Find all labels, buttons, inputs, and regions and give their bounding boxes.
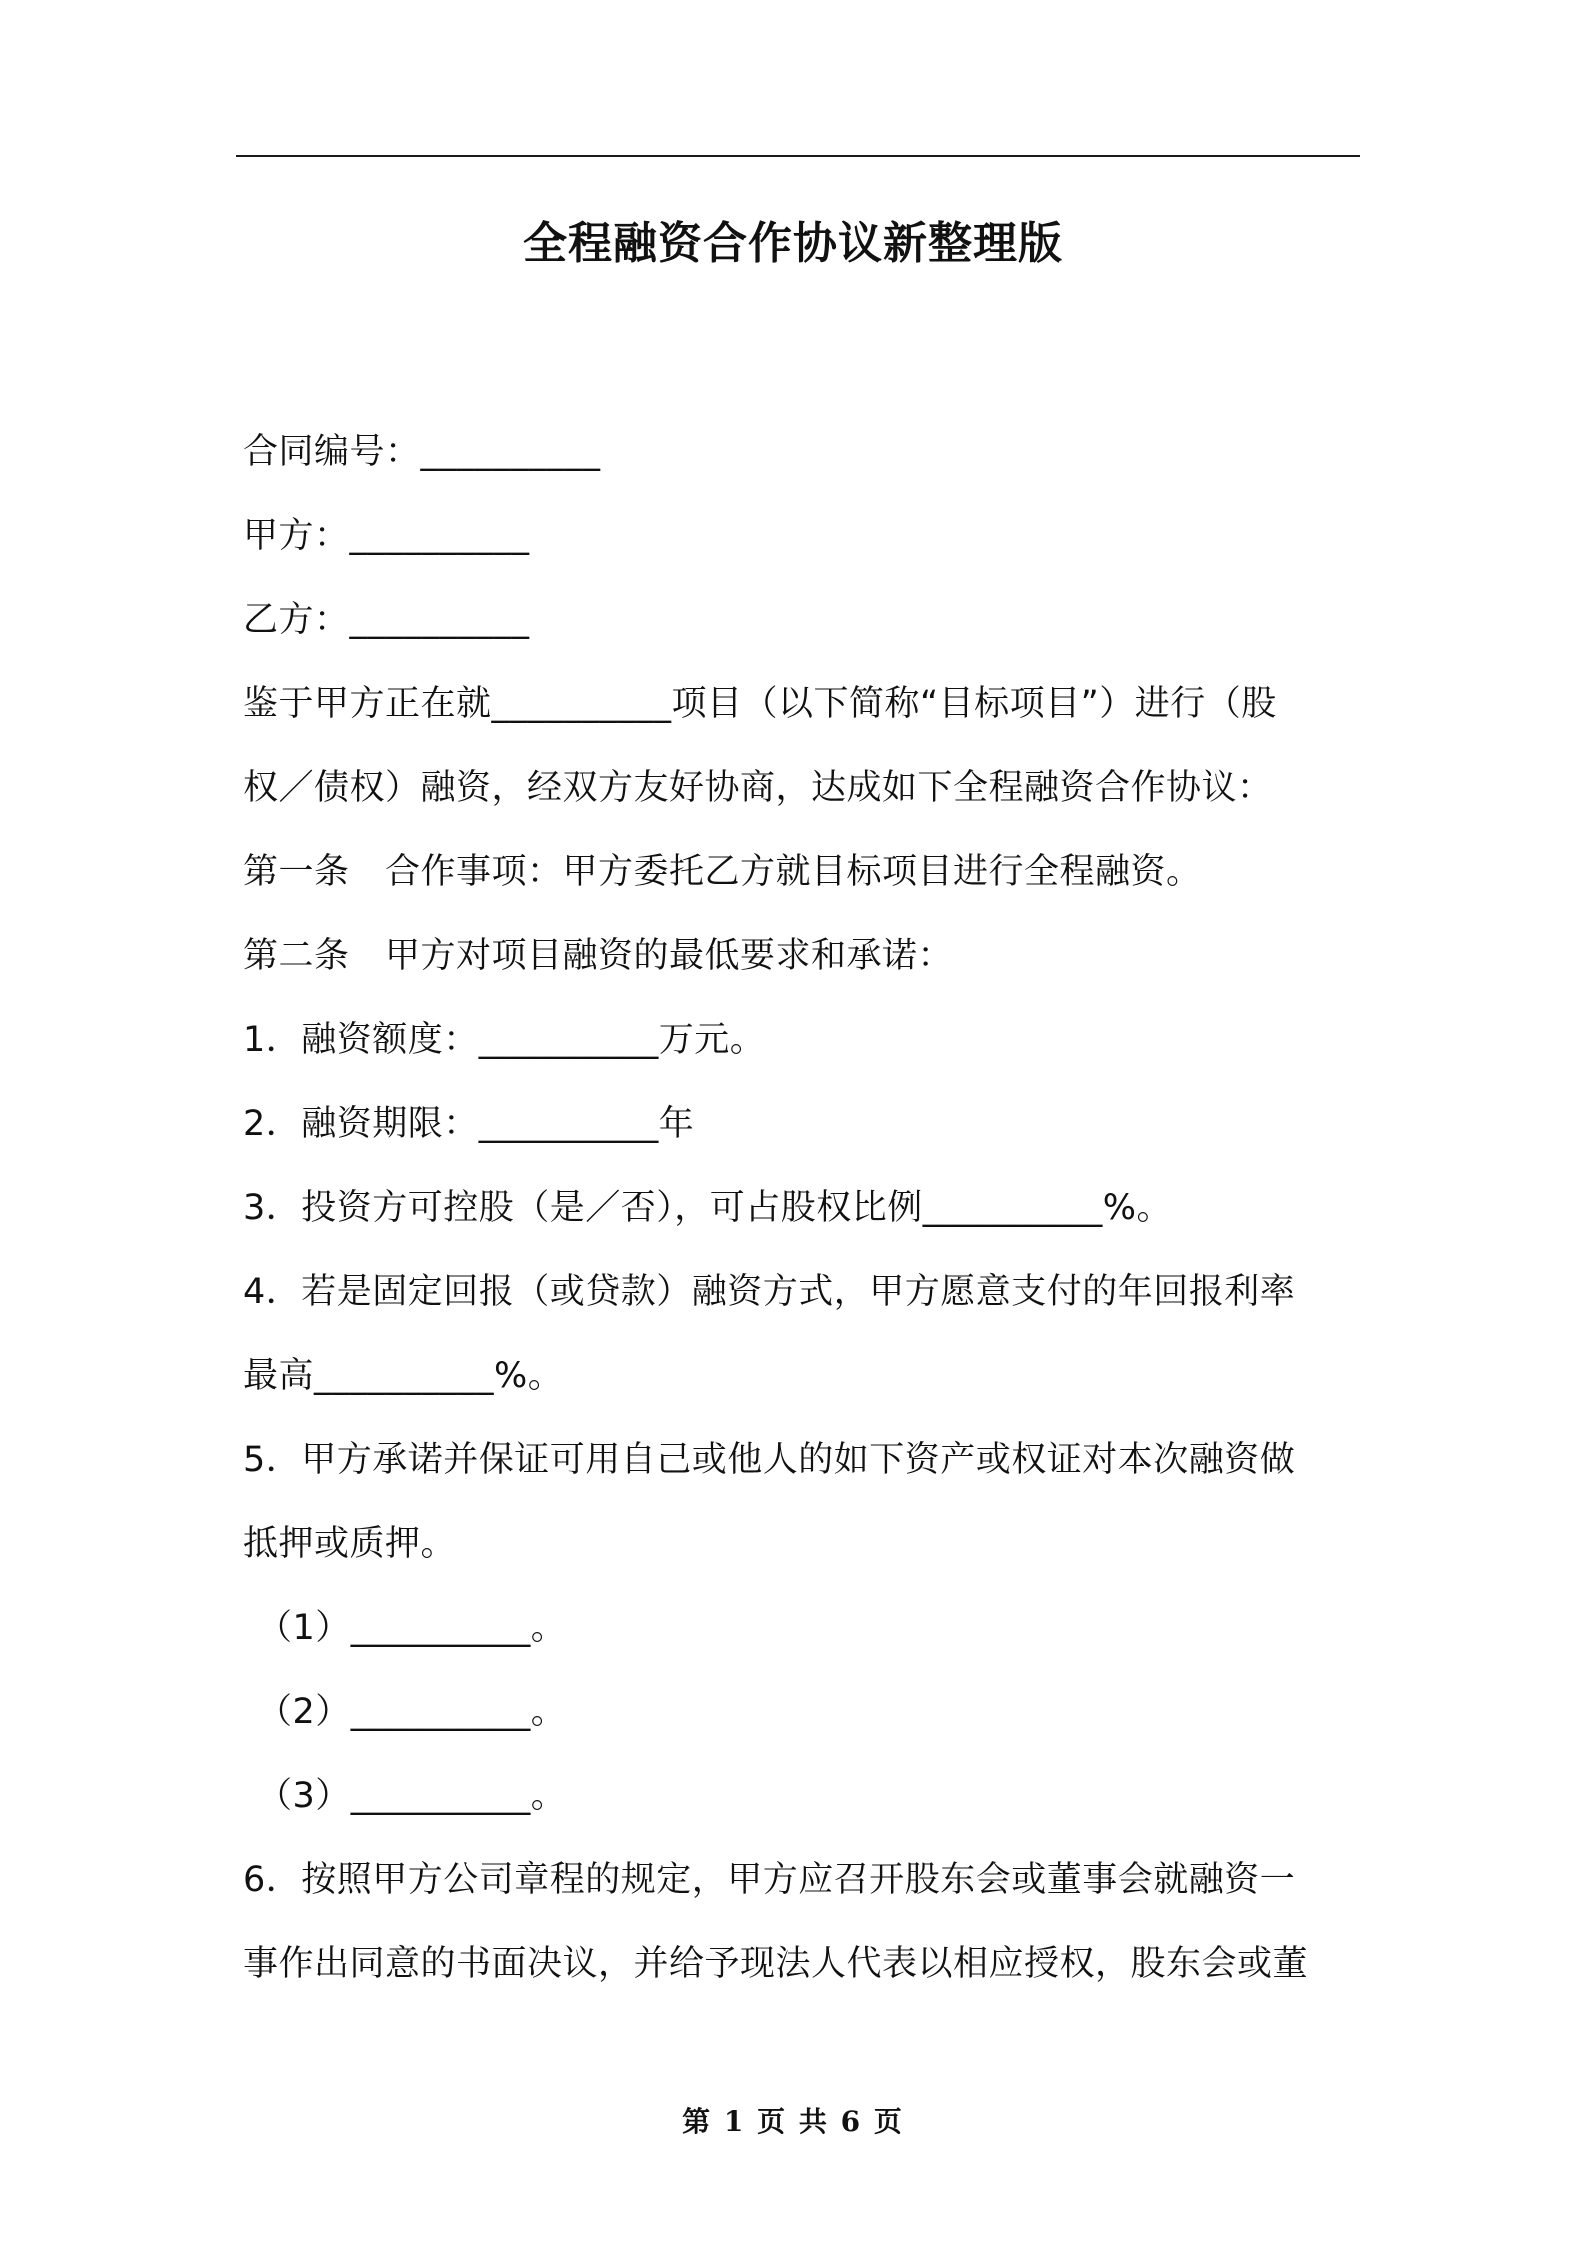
clause-item: 4．若是固定回报（或贷款）融资方式，甲方愿意支付的年回报利率: [243, 1272, 1296, 1312]
document-body: [243, 410, 1361, 2006]
preamble-line: 权／债权）融资，经双方友好协商，达成如下全程融资合作协议：: [243, 768, 1273, 808]
clause-item: 2．融资期限：__________年: [243, 1104, 695, 1144]
clause-item: 3．投资方可控股（是／否），可占股权比例__________%。: [243, 1188, 1173, 1228]
clause-item-continuation: 事作出同意的书面决议，并给予现法人代表以相应授权，股东会或董: [243, 1944, 1309, 1984]
clause-item: 6．按照甲方公司章程的规定，甲方应召开股东会或董事会就融资一: [243, 1860, 1296, 1900]
article-two-heading: 第二条 甲方对项目融资的最低要求和承诺：: [243, 936, 954, 976]
header-rule: [236, 155, 1360, 157]
party-b-line: 乙方：__________: [243, 600, 530, 640]
sub-item: （1）__________。: [257, 1608, 567, 1648]
preamble-line: 鉴于甲方正在就__________项目（以下简称“目标项目”）进行（股: [243, 684, 1277, 724]
clause-item-continuation: 最高__________%。: [243, 1356, 564, 1396]
sub-item: （2）__________。: [257, 1692, 567, 1732]
sub-item: （3）__________。: [257, 1776, 567, 1816]
document-title: 全程融资合作协议新整理版: [523, 218, 1063, 269]
page-footer: 第 1 页 共 6 页: [682, 2105, 904, 2138]
clause-item: 5．甲方承诺并保证可用自己或他人的如下资产或权证对本次融资做: [243, 1440, 1296, 1480]
party-a-line: 甲方：__________: [243, 516, 530, 556]
article-one-line: 第一条 合作事项：甲方委托乙方就目标项目进行全程融资。: [243, 852, 1202, 892]
clause-item: 1．融资额度：__________万元。: [243, 1020, 766, 1060]
contract-number-line: 合同编号：__________: [243, 432, 601, 472]
clause-item-continuation: 抵押或质押。: [243, 1524, 457, 1564]
